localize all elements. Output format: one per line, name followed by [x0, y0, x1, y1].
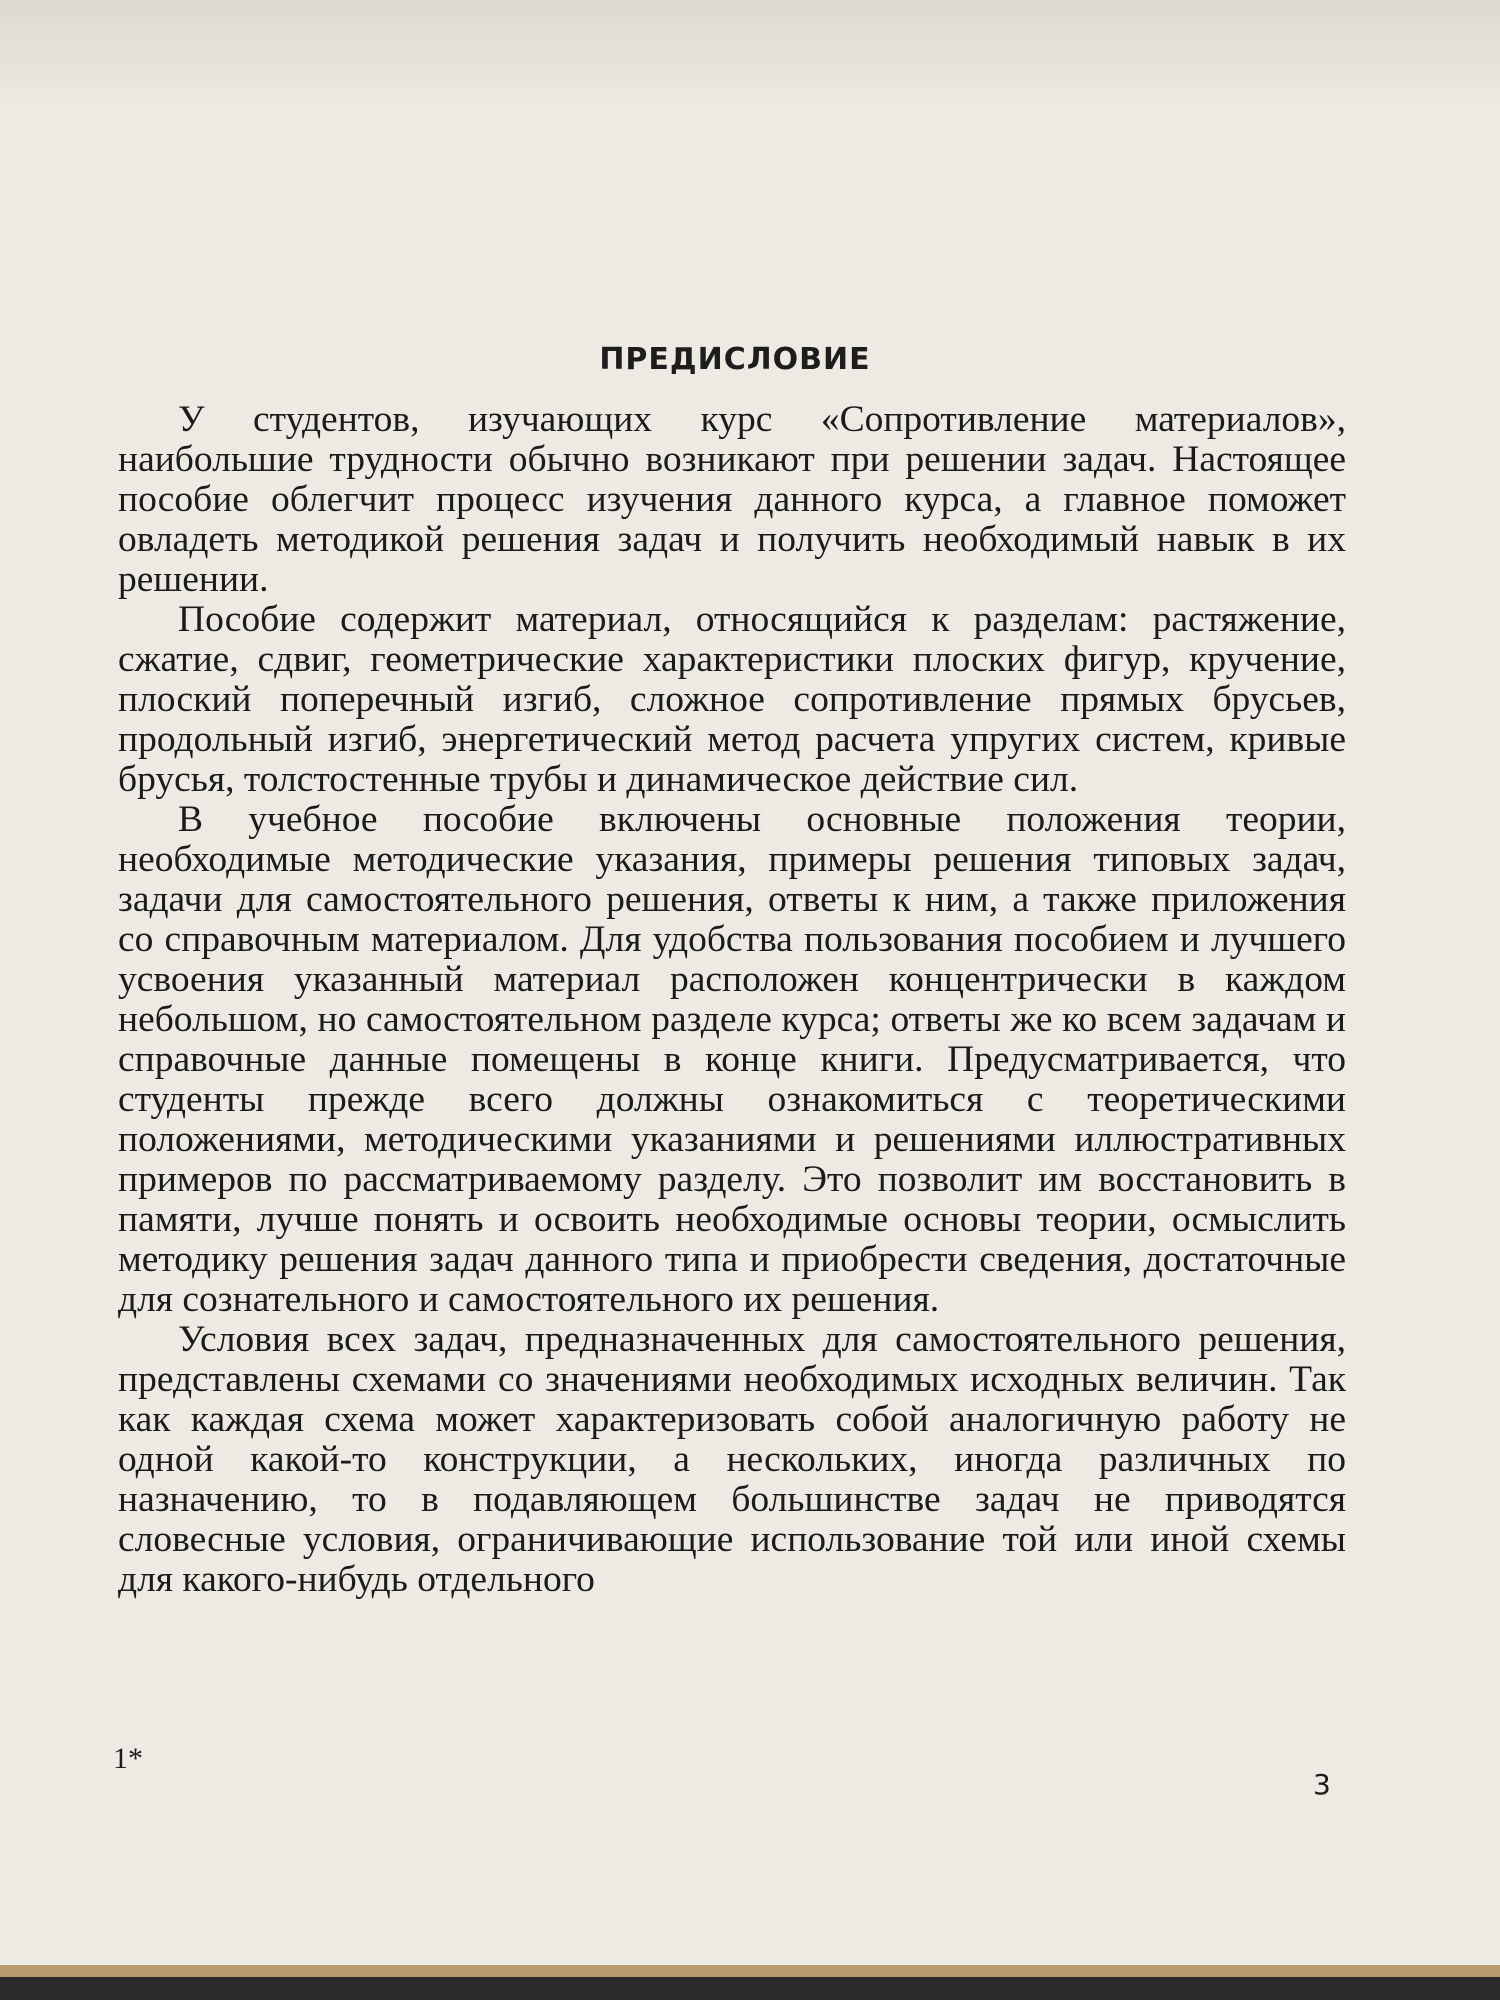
paragraph-4: Условия всех задач, предназначенных для самостоятельного решения, представлены схемами со значениями необходимых исходных величин. Так как каждая схема может характеризовать собой аналогичную работу не одной какой-то конструкции, а нескольких, иногда различных по назначению, то в подавляющем большинстве задач не приводятся словесные условия, ограничивающие использование той или иной схемы для какого-нибудь отдельного	[118, 1319, 1346, 1600]
paragraph-1: У студентов, изучающих курс «Сопротивление материалов», наибольшие трудности обычно возникают при решении задач. Настоящее пособие облегчит процесс изучения данного курса, а главное поможет овладеть методикой решения задач и получить необходимый навык в их решении.	[118, 399, 1346, 600]
page-number: 3	[1313, 1768, 1331, 1801]
body-text	[118, 400, 1346, 1600]
paragraph-2: Пособие содержит материал, относящийся к разделам: растяжение, сжатие, сдвиг, геометрические характеристики плоских фигур, кручение, плоский поперечный изгиб, сложное сопротивление прямых брусьев, продольный изгиб, энергетический метод расчета упругих систем, кривые брусья, толстостенные трубы и динамическое действие сил.	[118, 599, 1346, 800]
page-title: ПРЕДИСЛОВИЕ	[599, 342, 871, 377]
book-bottom-edge	[0, 1965, 1500, 2000]
page-shadow	[0, 0, 1500, 110]
signature-mark: 1*	[113, 1742, 143, 1775]
paragraph-3: В учебное пособие включены основные положения теории, необходимые методические указания, примеры решения типовых задач, задачи для самостоятельного решения, ответы к ним, а также приложения со справочным материалом. Для удобства пользования пособием и лучшего усвоения указанный материал расположен концентрически в каждом небольшом, но самостоятельном разделе курса; ответы же ко всем задачам и справочные данные помещены в конце книги. Предусматривается, что студенты прежде всего должны ознакомиться с теоретическими положениями, методическими указаниями и решениями иллюстративных примеров по рассматриваемому разделу. Это позволит им восстановить в памяти, лучше понять и освоить необходимые основы теории, осмыслить методику решения задач данного типа и приобрести сведения, достаточные для сознательного и самостоятельного их решения.	[118, 799, 1346, 1320]
